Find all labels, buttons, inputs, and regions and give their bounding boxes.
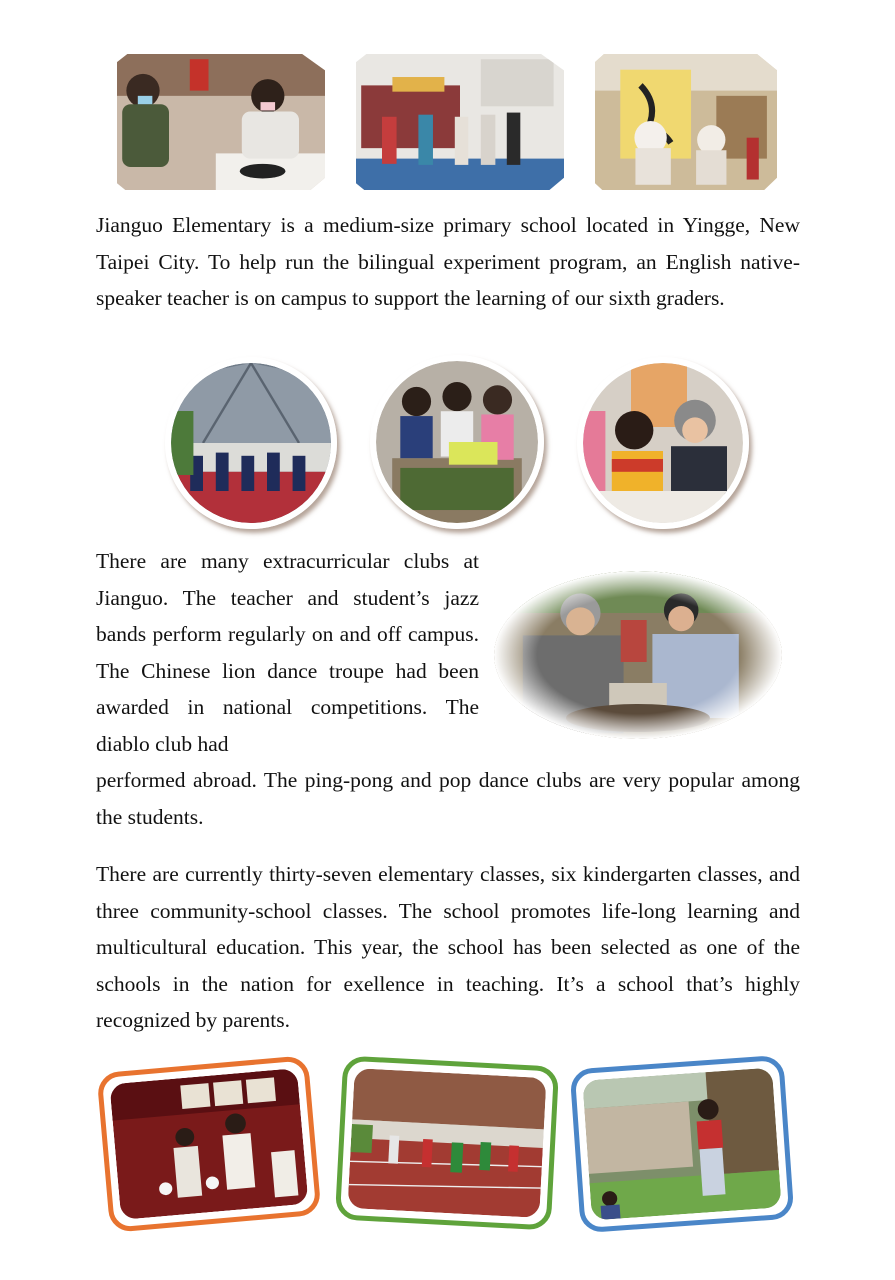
pottery-wheel-photo: [494, 571, 782, 739]
diablo-performance-photo: [96, 1055, 321, 1233]
track-running-photo: [335, 1055, 559, 1230]
lion-dance-photo: [588, 47, 784, 197]
calligraphy-class-photo: [110, 47, 332, 197]
outdoor-game-photo: [570, 1055, 795, 1234]
jazz-band-photo: [165, 357, 337, 529]
classes-paragraph: There are currently thirty-seven elementary classes, six kindergarten classes, and three community-school classes. The school promotes life-long learning and multicultural education. This year, the school has been selected as one of the schools in the nation for exellence in teaching. It’s a school that’s highly recognized by parents.: [96, 862, 800, 1032]
clubs-paragraph-wrapped: There are many extracurricular clubs at Jianguo. The teacher and student’s jazz bands perform regularly on and off campus. The Chinese lion dance troupe had been awarded in national competitions. The diablo club had: [96, 549, 479, 756]
clubs-paragraph-continued: performed abroad. The ping-pong and pop dance clubs are very popular among the students.: [96, 768, 800, 829]
craft-activity-photo: [577, 357, 749, 529]
stage-performance-photo: [349, 47, 571, 197]
gardening-photo: [370, 355, 544, 529]
intro-paragraph: Jianguo Elementary is a medium-size primary school located in Yingge, New Taipei City. To help run the bilingual experiment program, an English native-speaker teacher is on campus to support the learning of our sixth graders.: [96, 213, 800, 310]
